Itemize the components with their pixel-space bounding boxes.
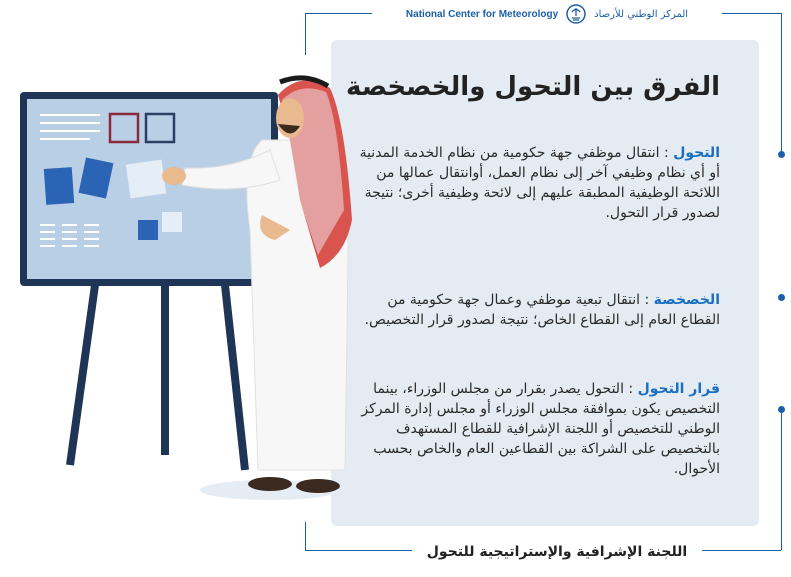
frame-line-top-right xyxy=(781,13,782,153)
shoe xyxy=(248,477,292,491)
definition-decision xyxy=(352,379,720,479)
board-card xyxy=(138,220,158,240)
term-label: قرار التحول xyxy=(637,381,720,397)
ncm-logo-icon xyxy=(566,4,586,24)
page-title: الفرق بين التحول والخصخصة xyxy=(346,72,720,102)
easel-leg xyxy=(70,285,95,465)
footer-label: اللجنة الإشرافية والإستراتيجية للتحول xyxy=(412,541,702,563)
frame-line-top-left xyxy=(305,13,306,55)
org-name-en: National Center for Meteorology xyxy=(405,8,559,20)
org-name-ar: المركز الوطني للأرصاد xyxy=(594,8,689,20)
term-label: الخصخصة xyxy=(653,292,720,308)
frame-dot xyxy=(778,294,785,301)
easel-leg xyxy=(225,285,245,470)
term-label: التحول xyxy=(673,145,720,161)
hand xyxy=(162,167,186,185)
definition-text: : انتقال موظفي جهة حكومية من نظام الخدمة المدنية أو أي نظام وظيفي آخر إلى نظام العمل، أوانتقال عمالها من اللائحة الوظيفية المطبقة عليهم إلى لائحة وظيفية أخرى؛ نتيجة لصدور قرار التحول. xyxy=(359,145,720,221)
definition-text: : انتقال تبعية موظفي وعمال جهة حكومية من القطاع العام إلى القطاع الخاص؛ نتيجة لصدور قرار التخصيص. xyxy=(364,292,720,328)
frame-line-bottom-right xyxy=(781,410,782,550)
board-card xyxy=(44,167,74,205)
board-card xyxy=(162,212,182,232)
definition-transformation xyxy=(352,143,720,223)
board-card xyxy=(126,160,166,199)
presenter-illustration xyxy=(0,60,380,560)
frame-dot xyxy=(778,406,785,413)
definition-privatization xyxy=(352,290,720,330)
definition-text: : التحول يصدر بقرار من مجلس الوزراء، بينما التخصيص يكون بموافقة مجلس الوزراء أو مجلس إدارة المركز الوطني للتخصيص أو اللجنة الإشرافية للقطاع المستهدف بالتخصيص على الشراكة بين القطاعين العام والخاص بحسب الأحوال. xyxy=(361,381,720,477)
header-brand xyxy=(372,2,722,26)
frame-dot xyxy=(778,151,785,158)
shoe xyxy=(296,479,340,493)
